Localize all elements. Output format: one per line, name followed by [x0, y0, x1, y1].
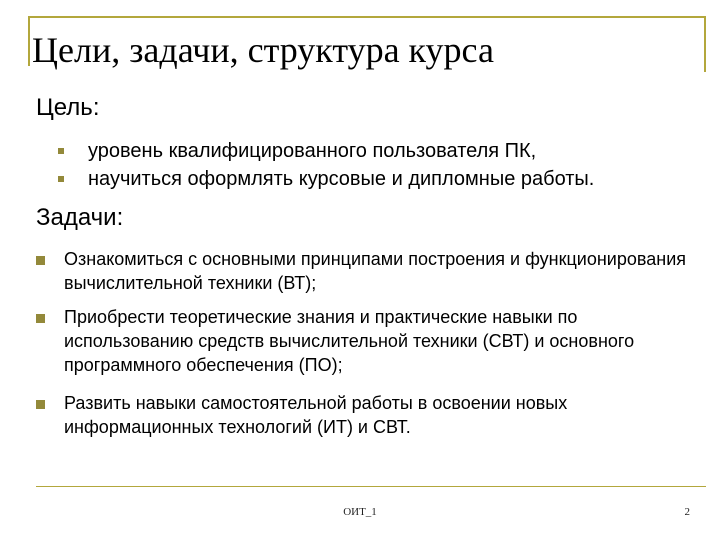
goal-list [56, 137, 706, 193]
task-item-text: Приобрести теоретические знания и практические навыки по использованию средств вычислительной техники (СВТ) и основного программного обеспечения (ПО); [64, 307, 635, 375]
task-item [36, 305, 696, 377]
square-bullet-icon [36, 256, 45, 265]
square-bullet-icon [36, 400, 45, 409]
tasks-heading: Задачи: [36, 204, 124, 231]
goal-item-text: научиться оформлять курсовые и дипломные работы. [88, 168, 595, 190]
task-item-text: Развить навыки самостоятельной работы в освоении новых информационных технологий (ИТ) и СВТ. [64, 393, 568, 437]
goal-item [56, 165, 706, 193]
footer-label: ОИТ_1 [343, 506, 377, 518]
task-item [36, 391, 696, 439]
task-item-text: Ознакомиться с основными принципами построения и функционирования вычислительной техники (ВТ); [64, 249, 686, 293]
title-frame-top-line [28, 16, 706, 18]
title-frame-right-line [704, 16, 706, 72]
task-item [36, 247, 696, 295]
slide-title: Цели, задачи, структура курса [32, 30, 494, 70]
goal-heading: Цель: [36, 94, 100, 121]
footer-divider [36, 486, 706, 487]
goal-item [56, 137, 706, 165]
page-number: 2 [684, 506, 690, 518]
square-bullet-icon [36, 314, 45, 323]
square-bullet-icon [58, 176, 64, 182]
title-frame-left-line [28, 16, 30, 66]
tasks-list [36, 247, 696, 449]
square-bullet-icon [58, 148, 64, 154]
goal-item-text: уровень квалифицированного пользователя ПК, [88, 140, 537, 162]
